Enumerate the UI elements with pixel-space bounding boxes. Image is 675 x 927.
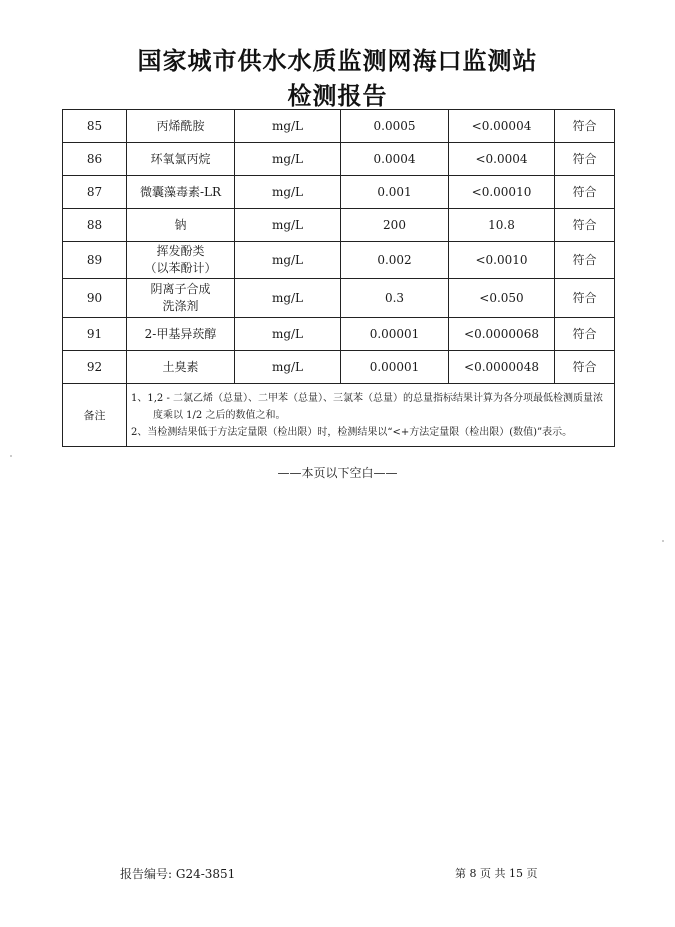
table-row bbox=[63, 143, 615, 176]
report-number: 报告编号: G24-3851 bbox=[120, 867, 236, 881]
unit: mg/L bbox=[235, 351, 341, 384]
row-number: 90 bbox=[63, 279, 127, 318]
standard-limit: 0.001 bbox=[341, 176, 449, 209]
indicator-name: 2-甲基异莰醇 bbox=[127, 318, 235, 351]
table-row bbox=[63, 279, 615, 318]
verdict: 符合 bbox=[555, 242, 615, 279]
end-of-content-note: ——本页以下空白—— bbox=[277, 466, 398, 480]
row-number: 89 bbox=[63, 242, 127, 279]
indicator-name: 微囊藻毒素-LR bbox=[127, 176, 235, 209]
notes-label: 备注 bbox=[63, 384, 127, 447]
note-2: 2、当检测结果低于方法定量限（检出限）时，检测结果以“<+方法定量限（检出限）(数值)”表示。 bbox=[131, 426, 573, 438]
indicator-name-line2: （以苯酚计） bbox=[144, 261, 217, 275]
verdict: 符合 bbox=[555, 351, 615, 384]
report-subtitle: 检测报告 bbox=[287, 82, 388, 110]
test-result: <0.050 bbox=[449, 279, 555, 318]
indicator-name-line1: 挥发酚类 bbox=[156, 244, 205, 258]
row-number: 85 bbox=[63, 110, 127, 143]
indicator-name bbox=[127, 279, 235, 318]
test-result: <0.0004 bbox=[449, 143, 555, 176]
indicator-name bbox=[127, 242, 235, 279]
unit: mg/L bbox=[235, 143, 341, 176]
table-row bbox=[63, 176, 615, 209]
table-row bbox=[63, 242, 615, 279]
page-indicator: 第 8 页 共 15 页 bbox=[455, 867, 538, 880]
standard-limit: 200 bbox=[341, 209, 449, 242]
notes-row bbox=[63, 384, 615, 447]
row-number: 91 bbox=[63, 318, 127, 351]
row-number: 86 bbox=[63, 143, 127, 176]
indicator-name-line1: 阴离子合成 bbox=[150, 282, 211, 296]
standard-limit: 0.00001 bbox=[341, 318, 449, 351]
table-row bbox=[63, 209, 615, 242]
test-result: <0.00004 bbox=[449, 110, 555, 143]
standard-limit: 0.0004 bbox=[341, 143, 449, 176]
test-result: <0.0010 bbox=[449, 242, 555, 279]
test-result: <0.00010 bbox=[449, 176, 555, 209]
results-table bbox=[62, 109, 615, 447]
table-row bbox=[63, 351, 615, 384]
note-1: 1、1,2 - 二氯乙烯（总量）、二甲苯（总量）、三氯苯（总量）的总量指标结果计算为各分项最低检测质量浓 bbox=[131, 392, 604, 404]
verdict: 符合 bbox=[555, 176, 615, 209]
indicator-name: 环氧氯丙烷 bbox=[127, 143, 235, 176]
test-result: 10.8 bbox=[449, 209, 555, 242]
test-result: <0.0000068 bbox=[449, 318, 555, 351]
verdict: 符合 bbox=[555, 110, 615, 143]
unit: mg/L bbox=[235, 110, 341, 143]
unit: mg/L bbox=[235, 176, 341, 209]
indicator-name-line2: 洗涤剂 bbox=[162, 299, 199, 313]
test-result: <0.0000048 bbox=[449, 351, 555, 384]
scan-speck bbox=[662, 540, 664, 542]
verdict: 符合 bbox=[555, 318, 615, 351]
indicator-name: 钠 bbox=[127, 209, 235, 242]
table-row bbox=[63, 318, 615, 351]
notes-content bbox=[127, 384, 615, 447]
row-number: 92 bbox=[63, 351, 127, 384]
standard-limit: 0.00001 bbox=[341, 351, 449, 384]
unit: mg/L bbox=[235, 318, 341, 351]
indicator-name: 丙烯酰胺 bbox=[127, 110, 235, 143]
table-row bbox=[63, 110, 615, 143]
unit: mg/L bbox=[235, 279, 341, 318]
verdict: 符合 bbox=[555, 143, 615, 176]
unit: mg/L bbox=[235, 209, 341, 242]
note-1-continued: 度乘以 1/2 之后的数值之和。 bbox=[153, 409, 286, 421]
verdict: 符合 bbox=[555, 209, 615, 242]
scan-speck bbox=[10, 455, 12, 457]
row-number: 87 bbox=[63, 176, 127, 209]
standard-limit: 0.0005 bbox=[341, 110, 449, 143]
report-title: 国家城市供水水质监测网海口监测站 bbox=[137, 47, 538, 75]
standard-limit: 0.3 bbox=[341, 279, 449, 318]
verdict: 符合 bbox=[555, 279, 615, 318]
standard-limit: 0.002 bbox=[341, 242, 449, 279]
row-number: 88 bbox=[63, 209, 127, 242]
unit: mg/L bbox=[235, 242, 341, 279]
indicator-name: 土臭素 bbox=[127, 351, 235, 384]
